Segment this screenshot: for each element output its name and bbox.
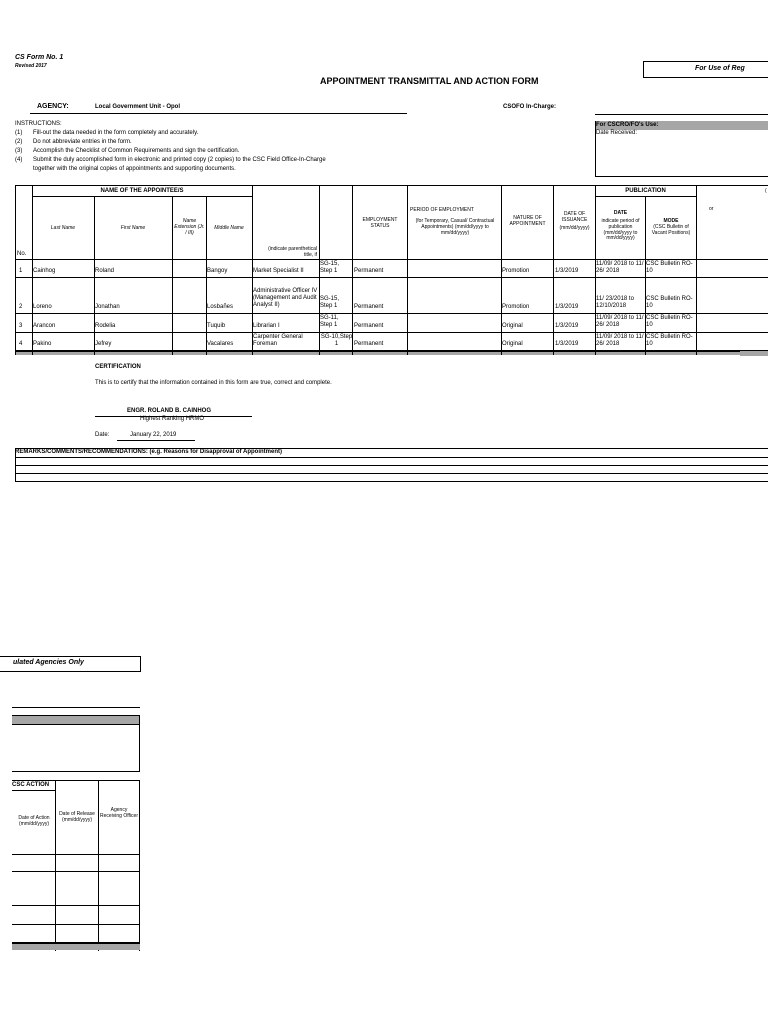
csc-row-line-4 [12, 924, 140, 925]
row3-issuance: 1/3/2019 [555, 323, 579, 329]
regulated-label: ulated Agencies Only [13, 659, 84, 666]
row4-mode: CSC Bulletin RO-10 [646, 334, 693, 347]
bottom-box-right [139, 715, 140, 771]
csc-row-line-3 [12, 905, 140, 906]
position-note-header: (indicate parenthetical title, if [268, 246, 317, 258]
remarks-line-3 [15, 473, 768, 474]
remarks-left-line [15, 448, 16, 481]
csc-row-line-2 [12, 871, 140, 872]
period-note-header: (for Temporary, Casual/ Contractual Appointments) (mm/dd/yyyy to mm/dd/yyyy) [415, 218, 495, 236]
remarks-line-1 [15, 457, 768, 458]
instruction-text-1: Fill-out the data needed in the form completely and accurately. [33, 130, 199, 136]
col-line-4 [206, 196, 207, 355]
receiving-officer-header: Agency Receiving Officer [100, 807, 138, 819]
row4-nature: Original [502, 341, 523, 347]
instructions-heading: INSTRUCTIONS: [15, 121, 62, 127]
row1-last: Cainhog [33, 268, 56, 274]
certification-heading: CERTIFICATION [95, 364, 141, 370]
agency-underline [30, 113, 407, 114]
row3-nature: Original [502, 323, 523, 329]
row1-nature: Promotion [502, 268, 530, 274]
row2-pub-date: 11/ 23/2018 to 12/10/2018 [596, 296, 634, 309]
row2-nature: Promotion [502, 304, 530, 310]
row4-last: Pakino [33, 341, 52, 347]
row4-issuance: 1/3/2019 [555, 341, 579, 347]
mode-header: MODE [663, 218, 679, 224]
remarks-label: REMARKS/COMMENTS/RECOMMENDATIONS: (e.g. Reasons for Disapproval of Appointment) [15, 449, 283, 455]
csc-row-line-1 [12, 854, 140, 855]
row4-status: Permanent [354, 341, 384, 347]
row3-mode: CSC Bulletin RO-10 [646, 315, 693, 328]
row2-issuance: 1/3/2019 [555, 304, 579, 310]
row1-no: 1 [19, 268, 23, 274]
last-name-header: Last Name [50, 225, 76, 231]
certification-text: This is to certify that the information contained in this form are true, correct and complete. [95, 380, 332, 386]
col-line-10 [553, 185, 554, 355]
bottom-line-4 [12, 771, 140, 772]
agency-label: AGENCY: [37, 103, 69, 110]
row1-sg: SG-15, Step 1 [320, 261, 340, 274]
csofo-label: CSOFO In-Charge: [503, 104, 557, 110]
row1-mode: CSC Bulletin RO-10 [646, 261, 693, 274]
date-of-release-header: Date of Release (mm/dd/yyyy) [59, 811, 95, 823]
pub-date-header: DATE [613, 210, 628, 216]
col-line-2 [94, 196, 95, 355]
instruction-text-4: Submit the duly accomplished form in electronic and printed copy (2 copies) to the CSC Field Office-In-Charge [33, 157, 326, 163]
col-line-7 [352, 185, 353, 355]
row4-no: 4 [19, 341, 23, 347]
col-line-0 [15, 185, 16, 355]
row2-last: Loreno [33, 304, 52, 310]
bottom-line-1 [12, 707, 140, 708]
row4-sg: SG-10,Step 1 [320, 334, 353, 347]
row2-position: Administrative Officer IV (Management and Audit Analyst II) [253, 288, 318, 308]
remarks-line-4 [15, 481, 768, 482]
pub-date-note-header: indicate period of publication (mm/dd/yyyy to mm/dd/yyyy) [601, 218, 640, 242]
employment-status-header: EMPLOYMENT STATUS [362, 217, 398, 229]
table-scroll-band [740, 351, 768, 356]
csc-col-1 [55, 780, 56, 951]
csc-table-top [12, 780, 140, 781]
csc-action-underline [12, 790, 55, 791]
appointee-header: NAME OF THE APPOINTEE/S [100, 188, 184, 194]
csofo-underline [595, 114, 768, 115]
row3-no: 3 [19, 323, 23, 329]
form-number: CS Form No. 1 [15, 54, 64, 61]
row3-middle: Tuquib [207, 323, 226, 329]
row1-issuance: 1/3/2019 [555, 268, 579, 274]
appointee-header-line [32, 196, 252, 197]
row4-first: Jefrey [95, 341, 112, 347]
row1-pub-date: 11/09/ 2018 to 11/ 26/ 2018 [596, 261, 644, 274]
row1-first: Roland [95, 268, 115, 274]
issuance-header: DATE OF ISSUANCE [561, 211, 588, 223]
first-name-header: First Name [120, 225, 146, 231]
issuance-format-header: (mm/dd/yyyy) [559, 225, 590, 231]
row1-position: Market Specialist II [253, 268, 304, 274]
csc-bottom-band [12, 944, 140, 950]
instruction-continuation: together with the original copies of appointments and supporting documents. [33, 166, 236, 172]
table-bottom-band [15, 352, 768, 355]
table-top-line [15, 185, 768, 186]
date-of-action-header: Date of Action (mm/dd/yyyy) [18, 815, 50, 827]
row1-middle: Bangoy [207, 268, 228, 274]
row3-position: Librarian I [253, 323, 280, 329]
name-ext-header: Name Extension (Jr. / III) [174, 218, 205, 236]
instruction-num-3: (3) [15, 148, 23, 154]
instruction-text-3: Accomplish the Checklist of Common Requirements and sign the certification. [33, 148, 240, 154]
middle-name-header: Middle Name [214, 225, 244, 231]
csc-action-label: CSC ACTION [12, 782, 50, 788]
header-bottom-line [15, 259, 768, 260]
col-line-8 [407, 185, 408, 355]
bottom-line-3 [12, 724, 140, 725]
row-line-1 [15, 277, 768, 278]
publication-header: PUBLICATION [625, 188, 666, 194]
cscro-box-left [595, 121, 596, 176]
instruction-num-1: (1) [15, 130, 23, 136]
row4-position: Carpenter General Foreman [253, 334, 303, 347]
row3-first: Rodelia [95, 323, 116, 329]
row3-pub-date: 11/09/ 2018 to 11/ 26/ 2018 [596, 315, 644, 328]
row1-status: Permanent [354, 268, 384, 274]
row2-first: Jonathan [95, 304, 120, 310]
row3-sg: SG-11, Step 1 [320, 315, 339, 328]
instruction-num-4: (4) [15, 157, 23, 163]
row2-middle: Losbañes [207, 304, 234, 310]
agency-value: Local Government Unit - Opol [95, 104, 181, 110]
row4-middle: Vacalares [207, 341, 234, 347]
instruction-num-2: (2) [15, 139, 23, 145]
signatory-name: ENGR. ROLAND B. CAINHOG [127, 408, 211, 414]
row3-last: Arancon [33, 323, 56, 329]
signatory-title: Highest Ranking HRMO [140, 416, 205, 422]
for-use-label: For Use of Reg [695, 65, 745, 72]
row2-status: Permanent [354, 304, 384, 310]
remarks-line-2 [15, 465, 768, 466]
nature-header: NATURE OF APPOINTMENT [509, 215, 546, 227]
form-title: APPOINTMENT TRANSMITTAL AND ACTION FORM [320, 76, 539, 86]
date-label: Date: [95, 432, 110, 438]
bottom-line-2 [12, 715, 140, 716]
no-header: No. [17, 251, 27, 257]
date-received-label: Date Received: [596, 130, 638, 136]
row2-no: 2 [19, 304, 23, 310]
date-underline [117, 440, 195, 441]
row2-sg: SG-15, Step 1 [320, 296, 340, 309]
row2-mode: CSC Bulletin RO-10 [646, 296, 693, 309]
cscro-box-bottom [595, 176, 768, 177]
cut-column-mark: ( [765, 188, 767, 194]
bottom-gray-band [12, 716, 140, 724]
csc-col-3 [139, 780, 140, 951]
date-value: January 22, 2019 [130, 432, 177, 438]
period-header: PERIOD OF EMPLOYMENT [410, 207, 474, 213]
instruction-text-2: Do not abbreviate entries in the form. [33, 139, 132, 145]
or-text: or [709, 206, 714, 212]
row-line-3 [15, 332, 768, 333]
csc-col-2 [98, 780, 99, 951]
form-revision: Revised 2017 [15, 63, 47, 69]
mode-note-header: (CSC Bulletin of Vacant Positions) [651, 224, 691, 236]
cscro-use-label: For CSCRO/FO's Use: [596, 122, 659, 128]
row-line-2 [15, 313, 768, 314]
row4-pub-date: 11/09/ 2018 to 11/ 26/ 2018 [596, 334, 644, 347]
col-line-13 [696, 185, 697, 355]
row3-status: Permanent [354, 323, 384, 329]
